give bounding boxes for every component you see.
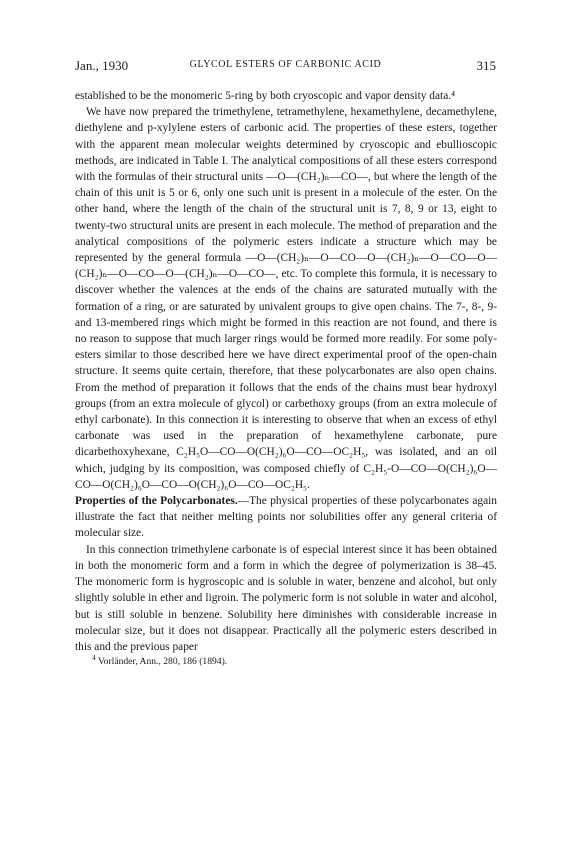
paragraph-4-text: In this connection trimethylene carbonate is of especial interest since it has been obtained in both the monomeric form and a form in which the degree of polymerization is 38–45. The monomeric form is hygroscopic and is soluble in water, benzene and alcohol, but only slightly soluble in ether and ligroin. The polymeric form is not soluble in water and alcohol, but is still soluble in benzene. Solubility here diminishes with considerable increase in molecular size, but it does not disappear. Practically all the polymeric esters described in this and the previous paper — [75, 543, 497, 653]
paragraph-3 — [75, 493, 497, 542]
paragraph-3-text: —The physical properties of these polycarbonates again illustrate the fact that neither melting points nor solubilities offer any general criteria of molecular size. — [75, 495, 498, 540]
article-body — [75, 88, 497, 668]
paragraph-2-text: We have now prepared the trimethylene, tetramethylene, hexamethylene, decamethylene, diethylene and p-xylylene esters of carbonic acid. The properties of these esters, together with the apparent mean molecular weights determined by cryoscopic and ebullioscopic methods, are indicated in Table I. The analytical compositions of all these esters correspond with the formulas of their structural units —O—(CH₂)ₙ—CO—, but where the length of the chain of this unit is 5 or 6, only one such unit is present in a molecule of the ester. On the other hand, where the length of the chain of the structural unit is 7, 8, 9 or 13, eight to twenty-two structural units are present in each molecule. The method of preparation and the analytical compositions of the polymeric esters indicate a structure which may be represented by the general formula —O—(CH₂)ₙ—O—CO—O—(CH₂)ₙ—O—CO—O—(CH₂)ₙ—O—CO—O—(CH₂)ₙ—O—CO—, etc. To complete this formula, it is necessary to discover whether the valences at the ends of the chains are saturated mutually with the formation of a ring, or are saturated by univalent groups to give open chains. The 7-, 8-, 9- and 13-membered rings which might be formed in this reaction are not found, and there is no reason to suppose that much larger rings would be formed more readily. For some poly-esters similar to those described here we have direct experimental proof of the open-chain structure. It seems quite certain, therefore, that these polycarbonates are also open chains. From the method of preparation it follows that the ends of the chains must bear hydroxyl groups (from an extra molecule of glycol) or carbethoxy groups (from an extra molecule of ethyl carbonate). In this connection it is interesting to observe that when an excess of ethyl carbonate was used in the preparation of hexamethylene carbonate, pure dicarbethoxyhexane, C₂H₅O—CO—O(CH₂)₆O—CO—OC₂H₅, was isolated, and an oil which, judging by its composition, was composed chiefly of C₂H₅-O—CO—O(CH₂)₆O—CO—O(CH₂)₆O—CO—O(CH₂)₆O—CO—OC₂H₅. — [75, 106, 497, 491]
footnote-text: Vorländer, Ann., 280, 186 (1894). — [97, 656, 228, 668]
header-title: GLYCOL ESTERS OF CARBONIC ACID — [189, 59, 382, 70]
paragraph-1-text: established to be the monomeric 5-ring by both cryoscopic and vapor density data.⁴ — [75, 90, 456, 102]
header-date: Jan., 1930 — [75, 58, 129, 73]
section-heading: Properties of the Polycarbonates. — [75, 495, 238, 508]
footnote-marker: 4 — [92, 652, 96, 662]
footnote — [75, 652, 497, 668]
paragraph-1 — [75, 88, 497, 104]
page-number: 315 — [476, 58, 496, 73]
paragraph-2 — [75, 104, 497, 493]
running-header — [75, 58, 496, 78]
paragraph-4 — [75, 542, 497, 655]
